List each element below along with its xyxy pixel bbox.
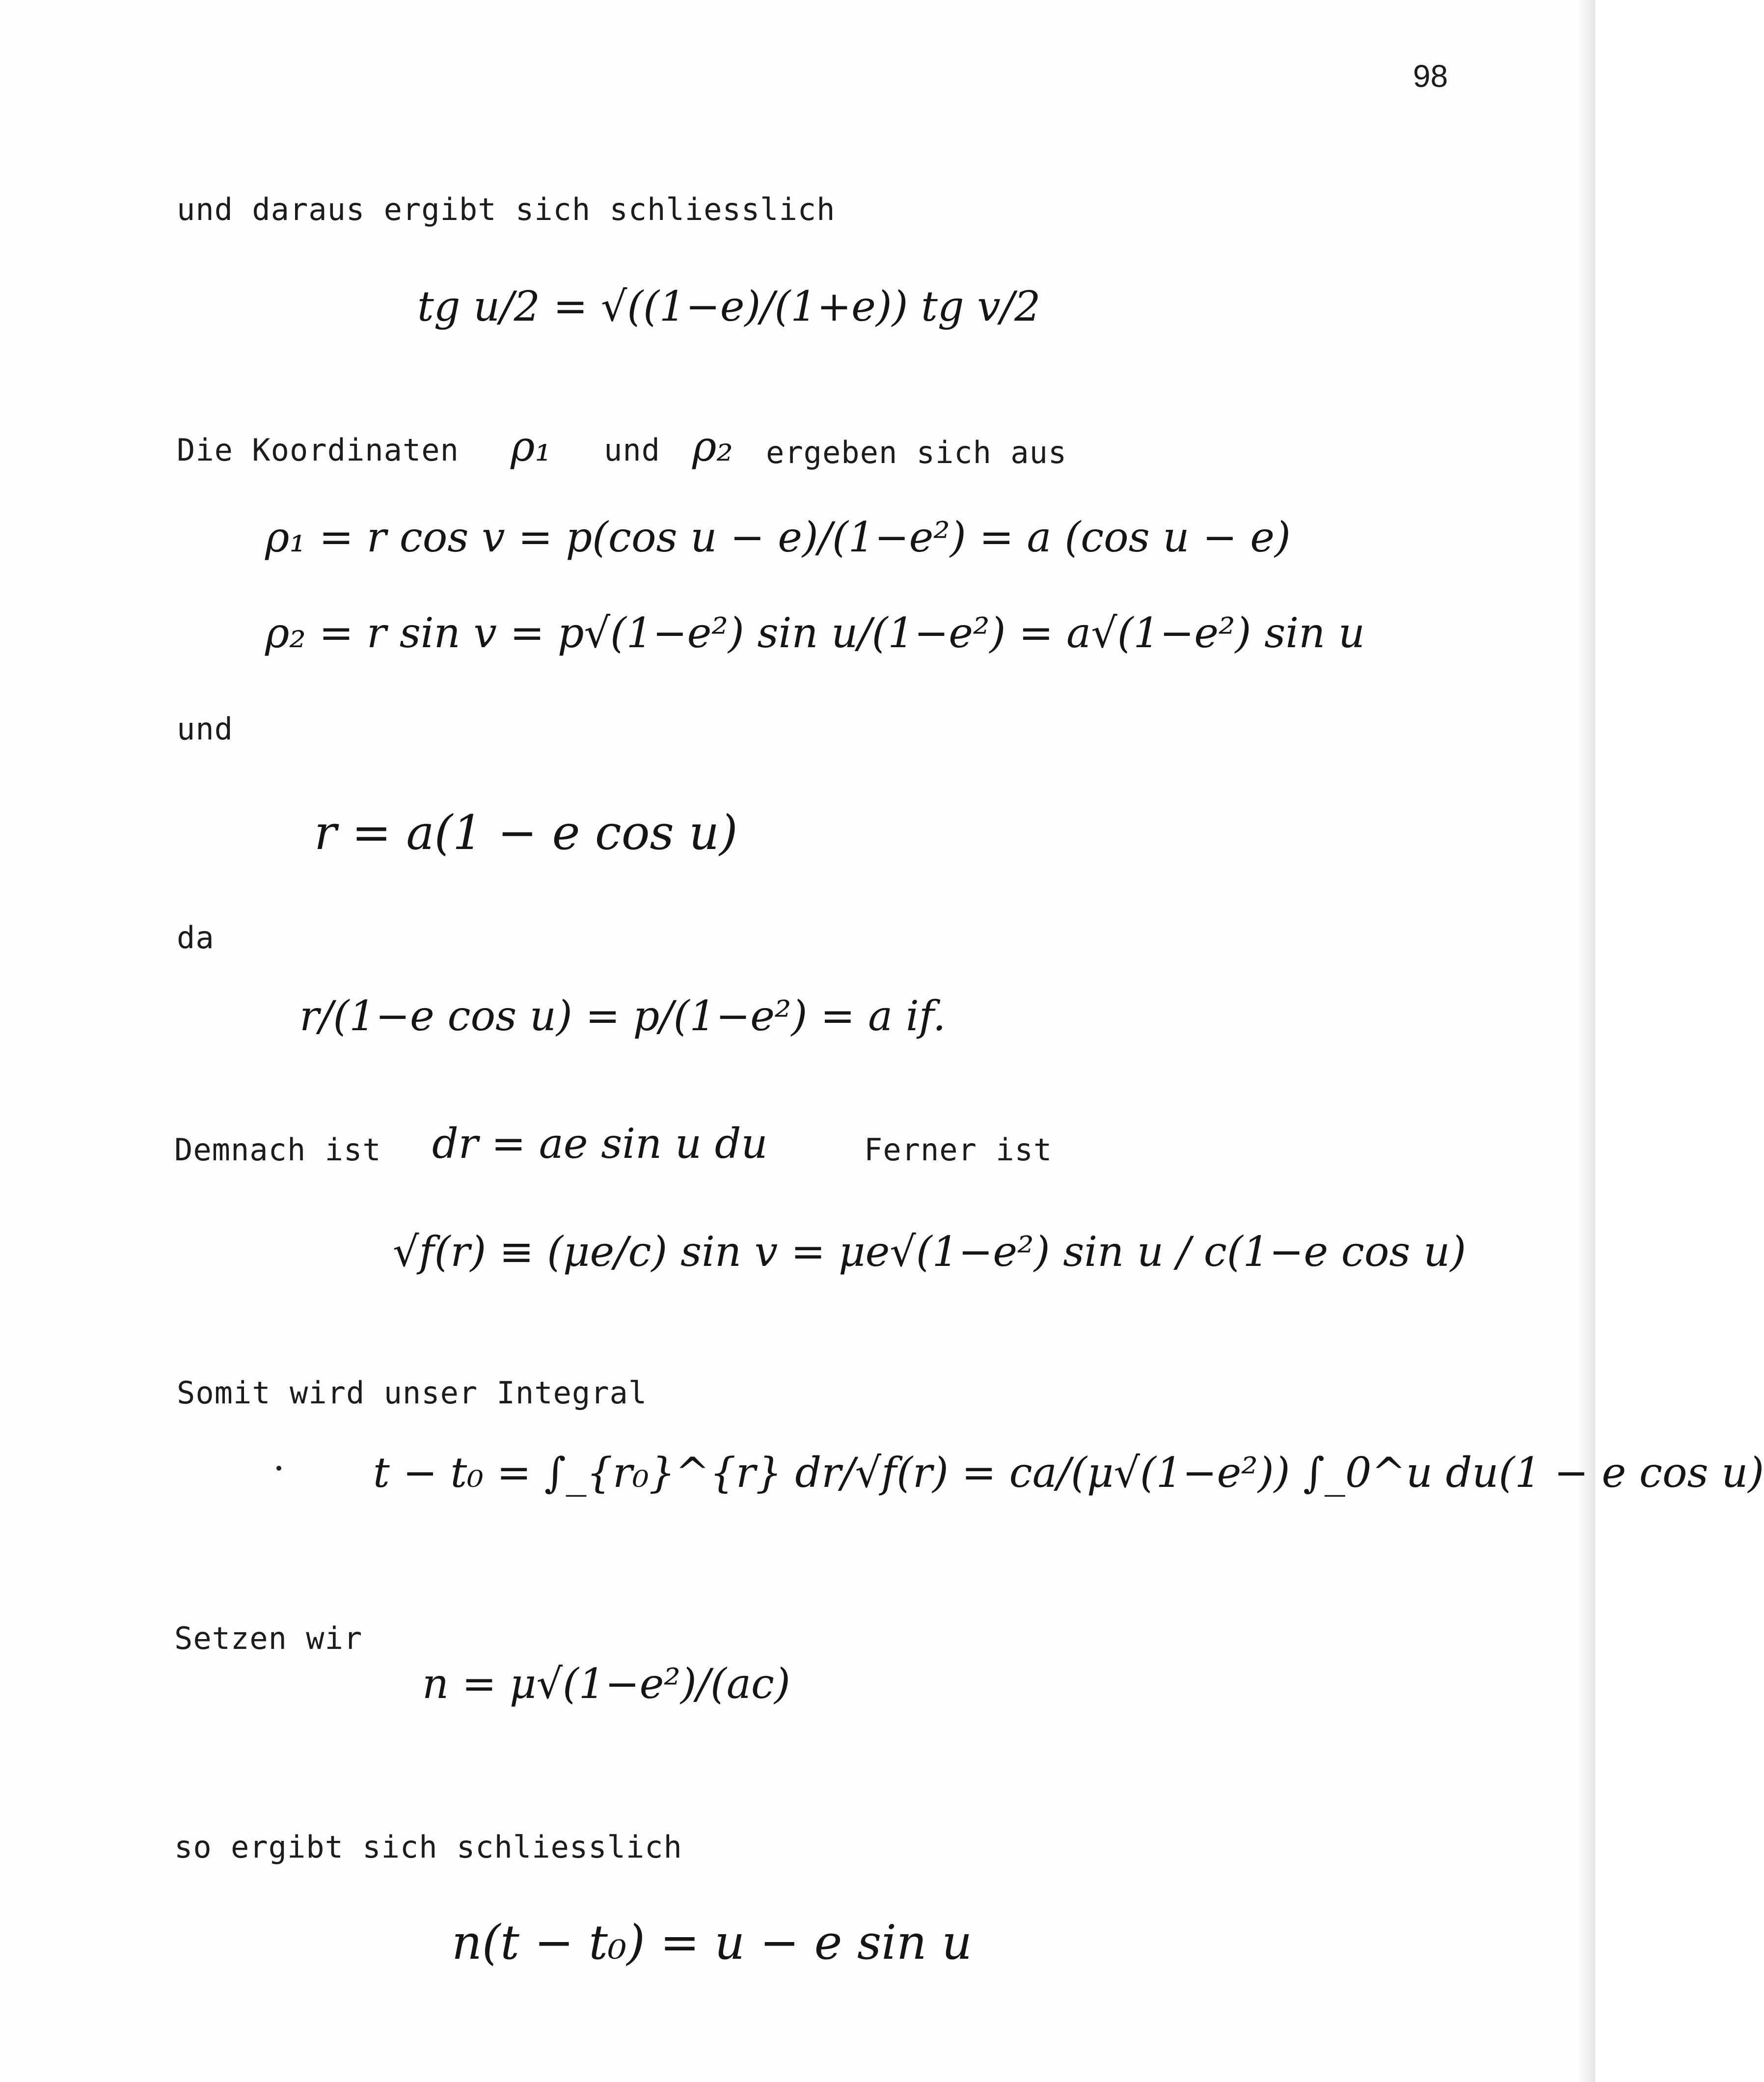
- text-line-8: Ferner ist: [864, 1132, 1053, 1168]
- page-number: 98: [1413, 58, 1448, 94]
- text-line-10: Setzen wir: [174, 1620, 363, 1656]
- text-line-11: so ergibt sich schliesslich: [174, 1829, 682, 1865]
- formula-rho2-symbol: ρ₂: [692, 422, 733, 470]
- formula-rho1-symbol: ρ₁: [511, 422, 552, 470]
- formula-time-integral: t − t₀ = ∫_{r₀}^{r} dr/√f(r) = ca/(μ√(1−e²)) ∫_0^u du(1 − e cos u): [373, 1449, 1764, 1497]
- formula-tangent-half-angle: tg u/2 = √((1−e)/(1+e)) tg v/2: [417, 282, 1041, 330]
- text-line-7: Demnach ist: [174, 1132, 381, 1168]
- formula-rho2: ρ₂ = r sin v = p√(1−e²) sin u/(1−e²) = a√(1−e²) sin u: [265, 609, 1365, 657]
- scan-speck: [276, 1466, 281, 1471]
- formula-semi-major-axis: r/(1−e cos u) = p/(1−e²) = a if.: [299, 992, 946, 1040]
- text-line-1: und daraus ergibt sich schliesslich: [177, 192, 836, 227]
- scan-edge-shadow: [1575, 0, 1595, 2082]
- formula-mean-motion: n = μ√(1−e²)/(ac): [422, 1660, 790, 1708]
- formula-sqrt-f: √f(r) ≡ (μe/c) sin v = μe√(1−e²) sin u / c(1−e cos u): [393, 1228, 1466, 1276]
- text-line-3: und: [604, 432, 660, 468]
- text-line-6: da: [177, 920, 215, 956]
- text-line-4: ergeben sich aus: [766, 435, 1067, 470]
- text-line-5: und: [177, 711, 233, 747]
- text-line-9: Somit wird unser Integral: [177, 1375, 648, 1411]
- text-line-2: Die Koordinaten: [177, 432, 459, 468]
- formula-rho1: ρ₁ = r cos v = p(cos u − e)/(1−e²) = a (cos u − e): [265, 513, 1291, 561]
- formula-radius: r = a(1 − e cos u): [314, 805, 738, 860]
- formula-dr: dr = ae sin u du: [432, 1120, 768, 1168]
- formula-kepler-equation: n(t − t₀) = u − e sin u: [452, 1915, 973, 1970]
